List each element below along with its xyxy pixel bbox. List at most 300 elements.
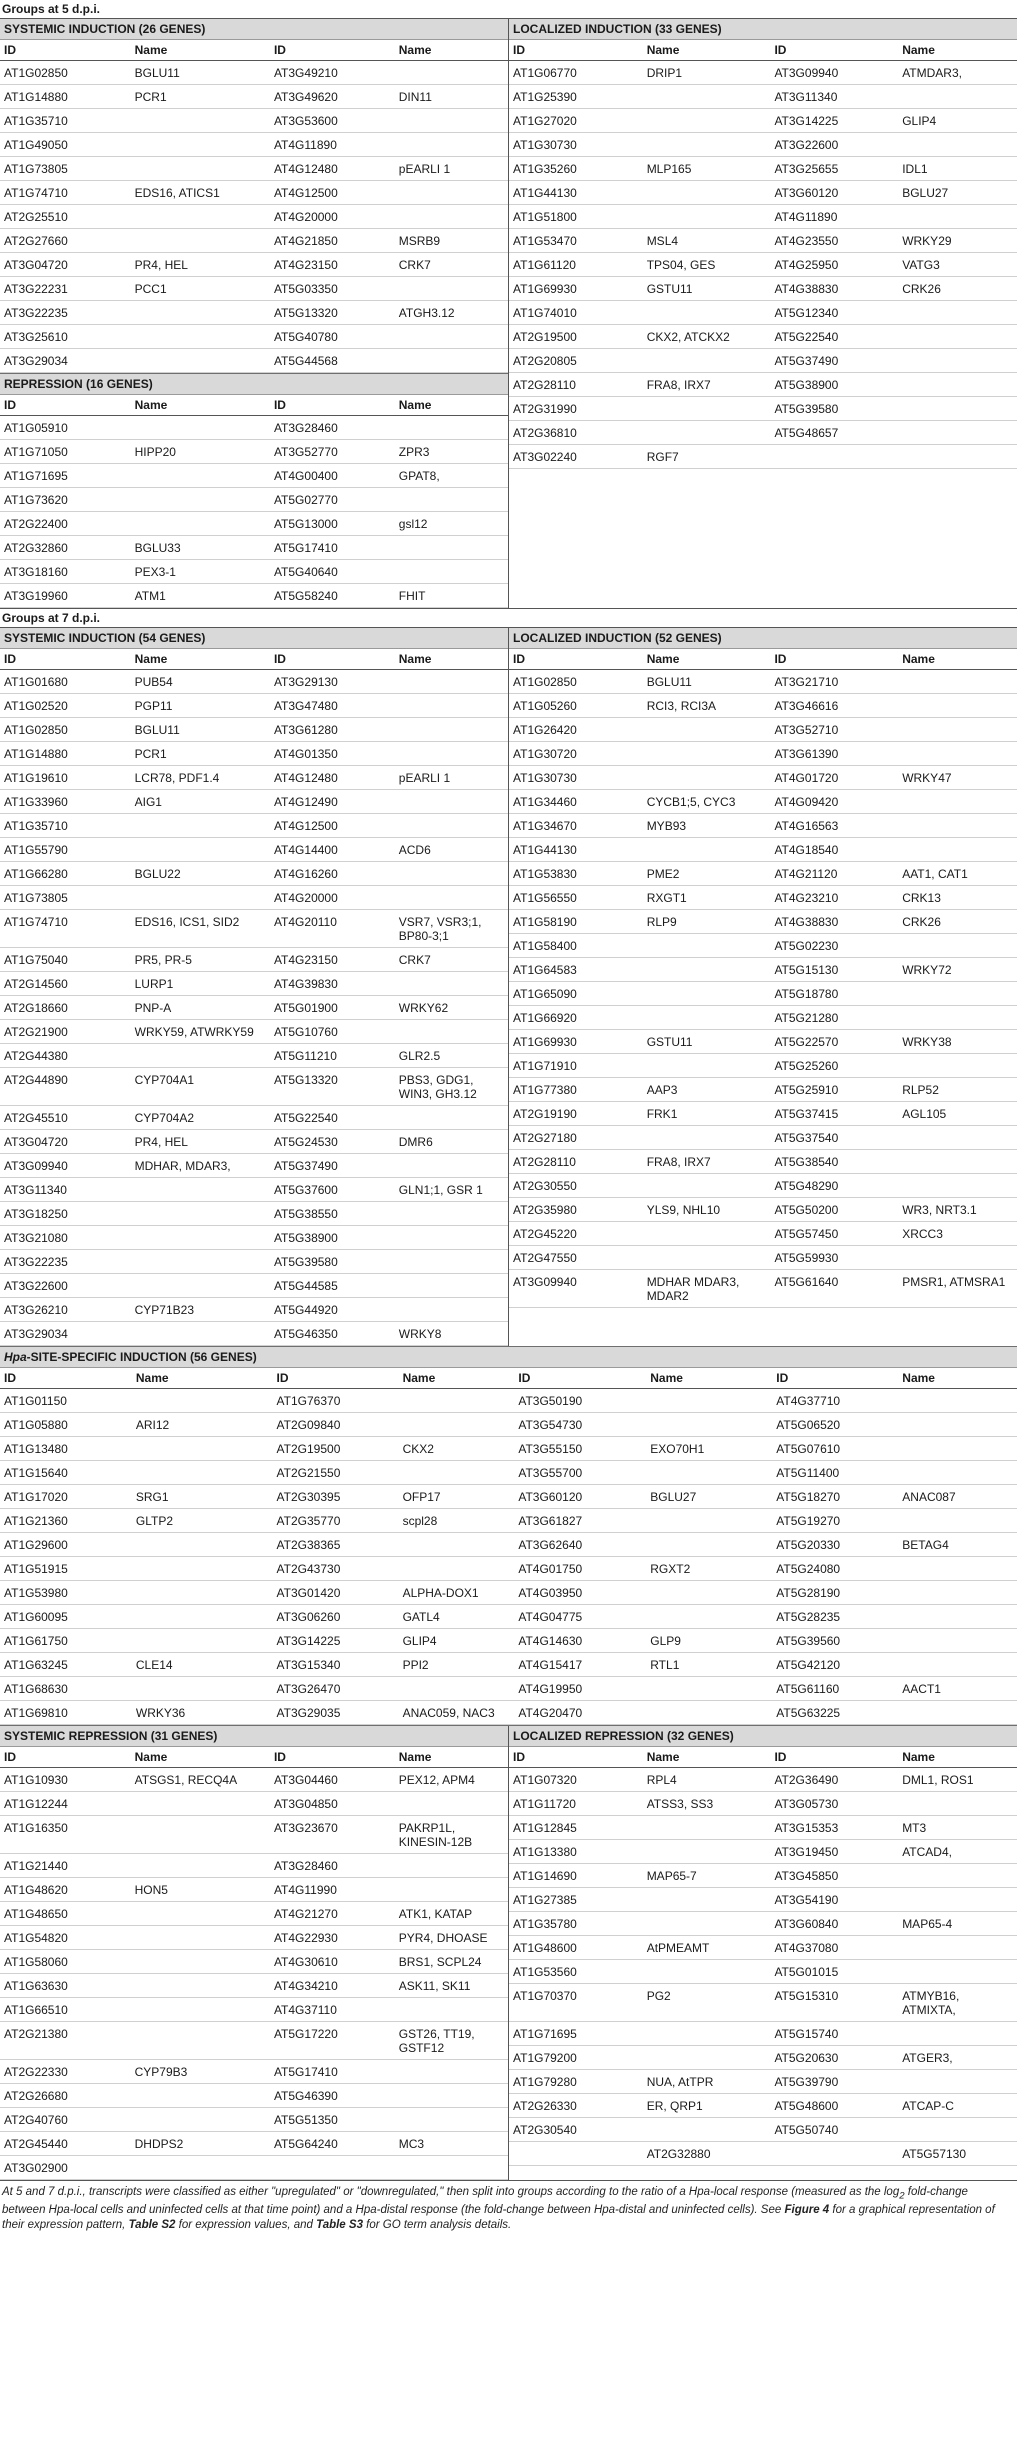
gene-name-cell: [131, 1274, 270, 1297]
column-headers: [509, 649, 1017, 670]
gene-id-cell: AT1G65090: [513, 987, 577, 1001]
gene-id-cell: AT3G50190: [518, 1394, 583, 1408]
gene-name-cell: [131, 349, 270, 372]
gene-name-cell: RCI3, RCI3A: [646, 699, 717, 713]
column-header: Name: [134, 652, 168, 666]
right-panel-7dpi: [509, 628, 1017, 1346]
gene-id-cell: AT5G38900: [774, 378, 839, 392]
gene-id-cell: AT5G44585: [273, 1279, 338, 1293]
gene-id-cell: AT3G52770: [273, 445, 338, 459]
gene-name-cell: DIN11: [398, 90, 432, 104]
gene-id-cell: AT5G25910: [774, 1083, 839, 1097]
table-row: [509, 301, 1017, 325]
gene-name-cell: IDL1: [902, 162, 928, 176]
gene-name-cell: [898, 325, 1017, 348]
gene-id-cell: AT5G38900: [273, 1231, 338, 1245]
table-row: [509, 1768, 1017, 1792]
gene-name-cell: ZPR3: [398, 445, 430, 459]
gene-id-cell: AT1G53470: [513, 234, 577, 248]
table-5dpi-repression: [0, 395, 508, 608]
gene-name-cell: [395, 1792, 508, 1815]
column-header: Name: [398, 652, 432, 666]
gene-name-cell: [646, 1461, 772, 1484]
gene-id-cell: AT5G25260: [774, 1059, 839, 1073]
gene-id-cell: AT5G01015: [774, 1965, 839, 1979]
gene-name-cell: MAP65-7: [646, 1869, 697, 1883]
column-header: Name: [650, 1371, 683, 1385]
gene-name-cell: PBS3, GDG1, WIN3, GH3.12: [398, 1073, 477, 1101]
column-header: ID: [513, 1750, 525, 1764]
table-row: [509, 694, 1017, 718]
column-header: Name: [646, 652, 680, 666]
gene-id-cell: AT1G17020: [4, 1490, 68, 1504]
gene-name-cell: PNP-A: [134, 1001, 172, 1015]
gene-id-cell: AT5G40640: [273, 565, 338, 579]
table-row: [0, 1298, 508, 1322]
gene-id-cell: AT4G22930: [273, 1931, 338, 1945]
gene-id-cell: AT1G77380: [513, 1083, 577, 1097]
table-row: [509, 445, 1017, 469]
gene-name-cell: FRK1: [646, 1107, 678, 1121]
gene-id-cell: AT4G01720: [774, 771, 839, 785]
gene-id-cell: AT5G48290: [774, 1179, 839, 1193]
gene-name-cell: [395, 862, 508, 885]
gene-name-cell: BETAG4: [902, 1538, 949, 1552]
gene-id-cell: AT3G29034: [4, 354, 68, 368]
gene-name-cell: TPS04, GES: [646, 258, 716, 272]
gene-id-cell: AT3G60120: [774, 186, 839, 200]
gene-id-cell: AT3G26470: [276, 1682, 341, 1696]
gene-id-cell: AT3G04720: [4, 1135, 68, 1149]
table-row: [0, 1461, 1017, 1485]
gene-id-cell: AT5G57450: [774, 1227, 839, 1241]
gene-name-cell: [643, 397, 771, 420]
table-footnote: [0, 2180, 1017, 2233]
gene-name-cell: [898, 1126, 1017, 1149]
column-header: ID: [513, 43, 525, 57]
gene-name-cell: RGXT2: [650, 1562, 691, 1576]
gene-id-cell: AT1G71910: [513, 1059, 577, 1073]
gene-name-cell: [898, 1150, 1017, 1173]
gene-id-cell: AT4G11990: [273, 1883, 337, 1897]
gene-id-cell: AT1G48650: [4, 1907, 68, 1921]
gene-id-cell: AT1G27020: [513, 114, 577, 128]
gene-id-cell: AT4G37710: [776, 1394, 841, 1408]
gene-id-cell: AT2G35980: [513, 1203, 577, 1217]
table-row: [509, 814, 1017, 838]
gene-name-cell: [898, 1389, 1017, 1412]
gene-name-cell: [898, 1437, 1017, 1460]
gene-id-cell: AT4G04775: [518, 1610, 583, 1624]
gene-name-cell: [131, 512, 270, 535]
gene-name-cell: [399, 1533, 515, 1556]
gene-id-cell: AT5G38550: [273, 1207, 338, 1221]
gene-id-cell: AT1G73620: [4, 493, 68, 507]
gene-name-cell: [898, 349, 1017, 372]
column-header: ID: [774, 1750, 787, 1764]
gene-name-cell: [643, 1222, 771, 1245]
gene-id-cell: AT1G69810: [4, 1706, 68, 1720]
gene-id-cell: AT1G12244: [4, 1797, 68, 1811]
gene-name-cell: [643, 109, 771, 132]
gene-id-cell: AT5G58240: [273, 589, 338, 603]
gene-id-cell: AT2G27660: [4, 234, 68, 248]
gene-name-cell: [898, 1888, 1017, 1911]
gene-id-cell: AT1G35260: [513, 162, 577, 176]
gene-id-cell: AT3G29035: [276, 1706, 341, 1720]
column-header: ID: [273, 398, 286, 412]
gene-id-cell: AT5G15310: [774, 1989, 839, 2003]
gene-name-cell: [132, 1677, 273, 1700]
table-row: [0, 229, 508, 253]
table-row: [0, 464, 508, 488]
gene-name-cell: [395, 416, 508, 439]
table-row: [509, 373, 1017, 397]
gene-name-cell: [395, 1274, 508, 1297]
gene-name-cell: [643, 349, 771, 372]
gene-id-cell: AT2G26680: [4, 2089, 68, 2103]
gene-name-cell: [643, 205, 771, 228]
column-header: ID: [4, 1371, 16, 1385]
gene-id-cell: AT3G05730: [774, 1797, 839, 1811]
gene-id-cell: AT1G66510: [4, 2003, 68, 2017]
gene-name-cell: [643, 766, 771, 789]
table-row: [509, 1936, 1017, 1960]
filler: [509, 469, 1017, 608]
gene-name-cell: AtPMEAMT: [646, 1941, 710, 1955]
gene-id-cell: AT5G44568: [273, 354, 338, 368]
gene-id-cell: AT1G15640: [4, 1466, 68, 1480]
gene-name-cell: ER, QRP1: [646, 2099, 703, 2113]
table-row: [0, 205, 508, 229]
table-row: [0, 2060, 508, 2084]
column-header: Name: [902, 1371, 935, 1385]
gene-name-cell: [131, 301, 270, 324]
gene-name-cell: [395, 181, 508, 204]
gene-name-cell: PR5, PR-5: [134, 953, 192, 967]
gene-id-cell: AT1G19610: [4, 771, 68, 785]
gene-name-cell: [395, 790, 508, 813]
table-s3-reference-link[interactable]: Table S3: [316, 2219, 363, 2232]
gene-id-cell: AT1G53830: [513, 867, 577, 881]
gene-id-cell: AT2G19500: [276, 1442, 341, 1456]
table-row: [509, 1150, 1017, 1174]
gene-name-cell: EDS16, ATICS1: [134, 186, 220, 200]
table-row: [0, 1557, 1017, 1581]
gene-id-cell: AT4G20110: [273, 915, 337, 929]
gene-id-cell: AT5G39790: [774, 2075, 839, 2089]
gene-name-cell: [395, 670, 508, 693]
column-headers: [0, 1368, 1017, 1389]
gene-id-cell: AT3G60120: [518, 1490, 583, 1504]
table-row: [0, 2084, 508, 2108]
gene-name-cell: GSTU11: [646, 1035, 693, 1049]
table-row: [0, 2022, 508, 2060]
gene-name-cell: [643, 1960, 771, 1983]
gene-id-cell: AT1G13480: [4, 1442, 68, 1456]
gene-id-cell: AT5G11210: [273, 1049, 337, 1063]
table-row: [0, 1178, 508, 1202]
gene-name-cell: ATM1: [134, 589, 166, 603]
table-row: [0, 488, 508, 512]
gene-name-cell: [643, 2046, 771, 2069]
table-row: [0, 996, 508, 1020]
gene-id-cell: AT4G38830: [774, 915, 839, 929]
gene-id-cell: AT1G13380: [513, 1845, 577, 1859]
gene-name-cell: GPAT8,: [398, 469, 440, 483]
gene-id-cell: AT1G02520: [4, 699, 68, 713]
table-row: [509, 1792, 1017, 1816]
gene-name-cell: PEX3-1: [134, 565, 176, 579]
gene-id-cell: AT3G22600: [4, 1279, 68, 1293]
gene-id-cell: AT1G30730: [513, 138, 577, 152]
table-7dpi-systemic-repression: [0, 1747, 508, 2180]
table-row: [509, 1984, 1017, 2022]
gene-id-cell: AT2G20805: [513, 354, 577, 368]
table-row: [509, 421, 1017, 445]
gene-id-cell: AT5G17220: [273, 2027, 338, 2041]
gene-name-cell: [395, 972, 508, 995]
table-row: [0, 1106, 508, 1130]
gene-id-cell: AT5G39580: [273, 1255, 338, 1269]
gene-name-cell: [131, 1322, 270, 1345]
gene-name-cell: [395, 2156, 508, 2179]
gene-name-cell: [131, 157, 270, 180]
gene-id-cell: AT3G55700: [518, 1466, 583, 1480]
gene-id-cell: AT3G01420: [276, 1586, 341, 1600]
gene-id-cell: AT2G44380: [4, 1049, 68, 1063]
gene-id-cell: AT1G53980: [4, 1586, 68, 1600]
gene-id-cell: [509, 2142, 643, 2165]
gene-id-cell: AT2G21550: [276, 1466, 341, 1480]
gene-id-cell: AT3G49210: [273, 66, 338, 80]
gene-id-cell: AT5G15740: [774, 2027, 839, 2041]
gene-name-cell: [395, 2108, 508, 2131]
gene-id-cell: AT1G71050: [4, 445, 68, 459]
gene-name-cell: [898, 373, 1017, 396]
gene-name-cell: [898, 133, 1017, 156]
gene-id-cell: AT1G79200: [513, 2051, 577, 2065]
gene-id-cell: AT1G58400: [513, 939, 577, 953]
gene-id-cell: AT3G61827: [518, 1514, 583, 1528]
gene-id-cell: AT2G32860: [4, 541, 68, 555]
gene-name-cell: [643, 1816, 771, 1839]
figure-reference-link[interactable]: Figure 4: [784, 2204, 830, 2217]
table-row: [509, 2094, 1017, 2118]
gene-id-cell: AT4G09420: [774, 795, 839, 809]
gene-id-cell: AT2G38365: [276, 1538, 341, 1552]
table-row: [509, 2142, 1017, 2166]
gene-name-cell: [643, 85, 771, 108]
gene-name-cell: [131, 1044, 270, 1067]
column-header: Name: [646, 1750, 680, 1764]
gene-id-cell: AT3G60840: [774, 1917, 839, 1931]
gene-id-cell: AT1G71695: [513, 2027, 577, 2041]
gene-id-cell: AT5G02230: [774, 939, 839, 953]
gene-id-cell: AT2G47550: [513, 1251, 577, 1265]
gene-id-cell: AT1G34670: [513, 819, 577, 833]
table-row: [0, 1226, 508, 1250]
gene-id-cell: AT1G66920: [513, 1011, 577, 1025]
gene-name-cell: MYB93: [646, 819, 687, 833]
gene-name-cell: [898, 742, 1017, 765]
gene-name-cell: [646, 1581, 772, 1604]
gene-name-cell: [646, 1533, 772, 1556]
gene-name-cell: [898, 2022, 1017, 2045]
gene-name-cell: [643, 958, 771, 981]
gene-name-cell: [399, 1413, 515, 1436]
gene-id-cell: AT1G05260: [513, 699, 577, 713]
table-row: [509, 958, 1017, 982]
gene-name-cell: [131, 2022, 270, 2059]
gene-id-cell: AT1G27385: [513, 1893, 577, 1907]
gene-name-cell: RTL1: [650, 1658, 680, 1672]
gene-id-cell: AT5G20630: [774, 2051, 839, 2065]
table-row: [509, 1030, 1017, 1054]
gene-id-cell: AT1G14690: [513, 1869, 577, 1883]
gene-id-cell: AT3G14225: [276, 1634, 341, 1648]
gene-name-cell: [643, 934, 771, 957]
gene-id-cell: AT5G22540: [273, 1111, 338, 1125]
gene-name-cell: [131, 488, 270, 511]
table-row: [0, 718, 508, 742]
gene-id-cell: AT5G46390: [273, 2089, 338, 2103]
gene-id-cell: AT5G46350: [273, 1327, 338, 1341]
table-row: [509, 325, 1017, 349]
footnote-text: fold-change between Hpa-local cells and uninfected cells at that time point) and a Hpa-distal response (the fold-change between Hpa-distal and uninfected cells). See: [2, 2186, 968, 2217]
gene-name-cell: PAKRP1L, KINESIN-12B: [398, 1821, 473, 1849]
gene-name-cell: CYP79B3: [134, 2065, 188, 2079]
gene-id-cell: AT5G61640: [774, 1275, 839, 1289]
table-row: [0, 1677, 1017, 1701]
table-row: [0, 181, 508, 205]
gene-id-cell: AT5G02770: [273, 493, 338, 507]
gene-name-cell: [395, 1226, 508, 1249]
gene-id-cell: AT1G12845: [513, 1821, 577, 1835]
gene-name-cell: [898, 85, 1017, 108]
table-row: [0, 1274, 508, 1298]
table-row: [509, 229, 1017, 253]
table-row: [0, 1653, 1017, 1677]
table-s2-reference-link[interactable]: Table S2: [128, 2219, 176, 2232]
gene-name-cell: CYP704A2: [134, 1111, 194, 1125]
gene-id-cell: AT3G04460: [273, 1773, 338, 1787]
gene-name-cell: MT3: [902, 1821, 927, 1835]
gene-name-cell: AIG1: [134, 795, 162, 809]
gene-name-cell: ATMDAR3,: [902, 66, 962, 80]
table-7dpi-systemic-induction: [0, 649, 508, 1346]
table-row: [509, 742, 1017, 766]
table-row: [509, 838, 1017, 862]
gene-id-cell: AT1G14880: [4, 90, 68, 104]
gene-name-cell: ARI12: [135, 1418, 170, 1432]
gene-id-cell: AT1G29600: [4, 1538, 68, 1552]
column-header: Name: [902, 1750, 935, 1764]
column-header: Name: [902, 43, 935, 57]
gene-id-cell: AT1G21440: [4, 1859, 68, 1873]
gene-name-cell: CLE14: [135, 1658, 173, 1672]
table-row: [0, 670, 508, 694]
gene-name-cell: [395, 1854, 508, 1877]
section-title: LOCALIZED REPRESSION (32 GENES): [509, 1726, 1017, 1747]
table-row: [509, 2118, 1017, 2142]
gene-name-cell: WRKY62: [398, 1001, 449, 1015]
section-title: SYSTEMIC INDUCTION (54 GENES): [0, 628, 508, 649]
gene-id-cell: AT1G01680: [4, 675, 68, 689]
gene-name-cell: [395, 886, 508, 909]
gene-id-cell: AT3G15340: [276, 1658, 341, 1672]
gene-id-cell: AT2G14560: [4, 977, 68, 991]
gene-name-cell: [395, 61, 508, 84]
column-header: ID: [774, 652, 787, 666]
gene-name-cell: [131, 325, 270, 348]
gene-name-cell: RXGT1: [646, 891, 687, 905]
table-row: [0, 1792, 508, 1816]
gene-id-cell: AT2G31990: [513, 402, 577, 416]
table-row: [0, 1605, 1017, 1629]
gene-name-cell: [399, 1677, 515, 1700]
gene-name-cell: [898, 814, 1017, 837]
gene-id-cell: AT4G23550: [774, 234, 839, 248]
table-row: [509, 2046, 1017, 2070]
gene-name-cell: [395, 1106, 508, 1129]
gene-id-cell: AT5G22540: [774, 330, 839, 344]
site-specific-title-prefix: Hpa: [4, 1350, 27, 1364]
gene-name-cell: ASK11, SK11: [398, 1979, 471, 1993]
gene-id-cell: AT4G25950: [774, 258, 839, 272]
gene-name-cell: AACT1: [902, 1682, 941, 1696]
section-title: LOCALIZED INDUCTION (52 GENES): [509, 628, 1017, 649]
column-header: Name: [134, 398, 168, 412]
gene-name-cell: [131, 2084, 270, 2107]
gene-id-cell: AT3G21080: [4, 1231, 68, 1245]
section-title: SYSTEMIC REPRESSION (31 GENES): [0, 1726, 508, 1747]
gene-id-cell: AT5G15130: [774, 963, 839, 977]
gene-name-cell: AGL105: [902, 1107, 947, 1121]
gene-name-cell: [131, 1792, 270, 1815]
gene-id-cell: AT2G25510: [4, 210, 68, 224]
gene-id-cell: AT5G42120: [776, 1658, 841, 1672]
gene-name-cell: [898, 205, 1017, 228]
gene-name-cell: [898, 301, 1017, 324]
gene-id-cell: AT4G30610: [273, 1955, 338, 1969]
gene-id-cell: AT3G09940: [4, 1159, 68, 1173]
gene-name-cell: GSTU11: [646, 282, 693, 296]
gene-name-cell: PCC1: [134, 282, 167, 296]
gene-name-cell: [643, 421, 771, 444]
gene-id-cell: AT1G05910: [4, 421, 68, 435]
gene-name-cell: [132, 1437, 273, 1460]
gene-id-cell: AT5G37600: [273, 1183, 338, 1197]
gene-id-cell: AT1G34460: [513, 795, 577, 809]
gene-name-cell: ATSS3, SS3: [646, 1797, 714, 1811]
table-row: [0, 742, 508, 766]
table-row: [509, 85, 1017, 109]
gene-id-cell: AT2G36810: [513, 426, 577, 440]
table-row: [0, 1044, 508, 1068]
table-row: [0, 1701, 1017, 1725]
gene-name-cell: XRCC3: [902, 1227, 943, 1241]
gene-id-cell: AT1G02850: [4, 66, 68, 80]
table-row: [0, 1389, 1017, 1413]
gene-id-cell: AT1G58060: [4, 1955, 68, 1969]
gene-name-cell: [395, 205, 508, 228]
gene-id-cell: AT5G28235: [776, 1610, 841, 1624]
gene-name-cell: PMSR1, ATMSRA1: [902, 1275, 1006, 1289]
gene-id-cell: AT2G26330: [513, 2099, 577, 2113]
gene-id-cell: AT3G18250: [4, 1207, 68, 1221]
gene-name-cell: CYP71B23: [134, 1303, 194, 1317]
